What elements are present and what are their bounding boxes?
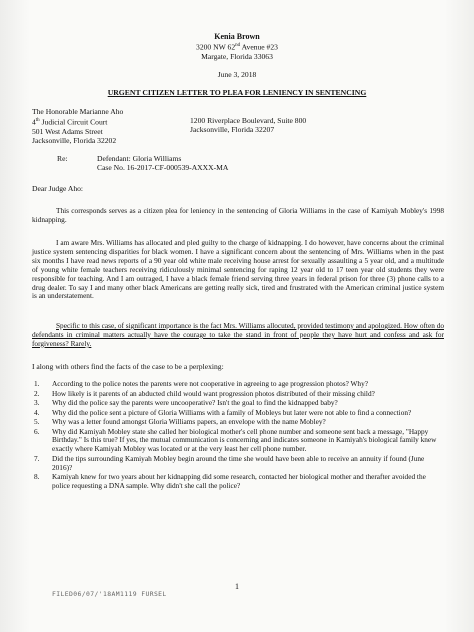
list-item-number: 7. (34, 453, 40, 463)
recipient-alt-address (190, 116, 306, 134)
recipient-block (32, 107, 123, 145)
sender-city: Margate, Florida 33063 (201, 51, 273, 61)
sender-street: 3200 NW 62nd Avenue #23 (196, 42, 278, 52)
list-item-number: 1. (34, 379, 40, 388)
list-item-number: 3. (34, 398, 40, 407)
list-item-number: 6. (34, 426, 40, 436)
paragraph-1: This corresponds serves as a citizen plea for leniency in the sentencing of Gloria Williams in the case of Kamiyah Mobley's 1998 kidnapping. (32, 206, 444, 224)
list-item-text: Did the tips surrounding Kamiyah Mobley begin around the time she would have been able to receive an annuity if found (June 2016)? (52, 453, 425, 472)
page-number: 1 (235, 582, 239, 591)
list-item-text: Why did Kamiyah Mobley state she called her biological mother's cell phone number and someone sent back a message, "Happy Birthday." Is this true? If yes, the mutual communication is concerning and indicates someone in Kamiyah's biological family knew exactly where Kamiyah Mobley was located or at the very least her cell phone number. (52, 426, 437, 454)
list-item-text: Why was a letter found amongst Gloria Williams papers, an envelope with the name Mobley? (52, 417, 326, 426)
list-item (32, 380, 444, 389)
list-item-number: 8. (34, 472, 40, 482)
list-item-text: Why did the police sent a picture of Gloria Williams with a family of Mobleys but later were not able to find a connection? (52, 407, 412, 417)
list-item (32, 428, 444, 455)
filed-stamp: FILED06/07/'18AM1119 FURSEL (52, 590, 167, 598)
list-item-number: 4. (34, 407, 40, 417)
sender-block (0, 32, 474, 61)
salutation: Dear Judge Aho: (32, 184, 84, 193)
re-label: Re: (57, 154, 68, 163)
recipient-alt-line-2: Jacksonville, Florida 32207 (190, 125, 275, 134)
list-item-number: 2. (34, 388, 40, 398)
re-block (97, 154, 228, 172)
list-item-text: Kamiyah knew for two years about her kidnapping did some research, contacted her biological mother and therafter avoided the police requesting a DNA sample. Why didn't she call the police? (52, 472, 426, 491)
re-case-number: Case No. 16-2017-CF-000539-AXXX-MA (97, 163, 229, 172)
letter-subject: URGENT CITIZEN LETTER TO PLEA FOR LENIENCY IN SENTENCING (107, 88, 367, 97)
list-item-number: 5. (34, 417, 40, 426)
recipient-line-1: The Honorable Marianne Aho (32, 107, 124, 116)
recipient-alt-line-1: 1200 Riverplace Boulevard, Suite 800 (190, 116, 307, 125)
list-item (32, 455, 444, 473)
paragraph-3: Specific to this case, of significant importance is the fact Mrs. Williams allocuted, provided testimony and apologized. How often do defendants in criminal matters actually have the courage to take the stand in front of people they have hurt and confess and ask for forgiveness? Rarely. (32, 321, 444, 348)
sender-name: Kenia Brown (214, 32, 260, 41)
list-item-text: How likely is it parents of an abducted child would want progression photos distributed of their missing child? (52, 388, 375, 398)
questions-list (32, 380, 444, 492)
paragraph-2: I am aware Mrs. Williams has allocated and pled guilty to the charge of kidnapping. I do however, have concerns about the criminal justice system sentencing disparities for black women. I have a significant concern about the sentencing of Mrs. Williams when in the past six months I have read news reports of a 90 year old white male receiving house arrest for sexually assaulting a 5 year old, and a multitude of young white female teachers receiving ridiculously minimal sentencing for raping 12 year old to 17 teen year old students they were responsible for teaching. And I am outraged, I have a black female friend serving three years in federal prison for three (3) phone calls to a drug dealer. To say I and many other black Americans are getting really sick, tired and frustrated with the American criminal justice system is an understatement. (32, 238, 444, 301)
recipient-line-4: Jacksonville, Florida 32202 (32, 135, 117, 145)
list-item (32, 418, 444, 427)
list-item (32, 399, 444, 408)
list-item-text: Why did the police say the parents were uncooperative? Isn't the goal to find the kidnapped baby? (52, 398, 338, 407)
list-item (32, 473, 444, 491)
recipient-line-2: 4th Judicial Circuit Court (32, 117, 108, 127)
recipient-line-3: 501 West Adams Street (32, 126, 103, 136)
list-item-text: According to the police notes the parents were not cooperative in agreeing to age progression photos? Why? (52, 379, 368, 388)
paragraph-4: I along with others find the facts of the case to be a perplexing: (32, 362, 224, 371)
letter-date: June 3, 2018 (217, 70, 257, 79)
re-defendant: Defendant: Gloria Williams (97, 154, 182, 163)
